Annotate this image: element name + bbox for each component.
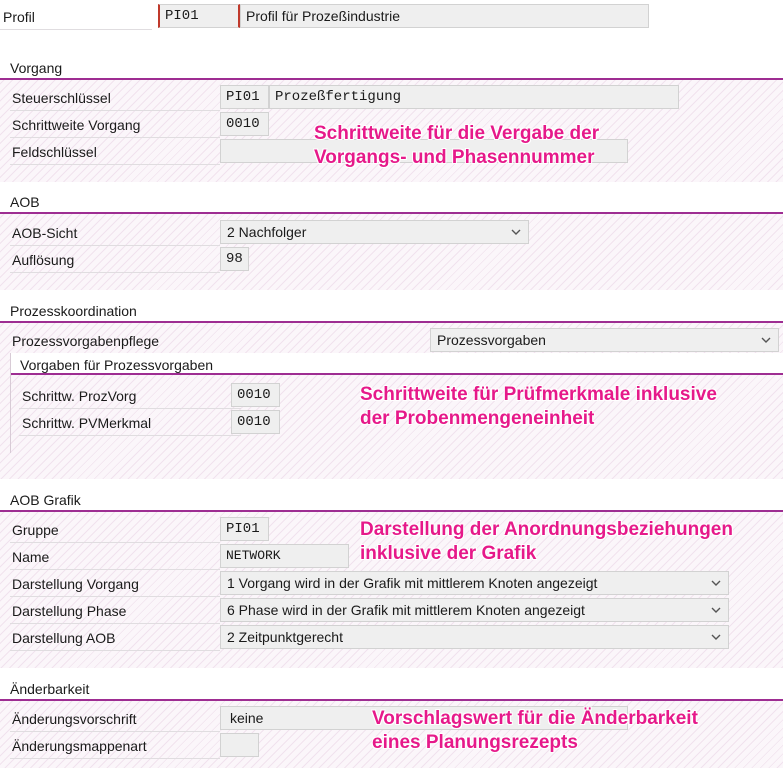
schrittw-prozvorg-label: Schrittw. ProzVorg — [22, 388, 137, 404]
steuerschluessel-description: Prozeßfertigung — [269, 85, 679, 109]
aenderungsmappenart-label: Änderungsmappenart — [12, 738, 147, 754]
schrittweite-vorgang-label: Schrittweite Vorgang — [12, 117, 141, 133]
darst-phase-row-line — [10, 623, 220, 624]
chevron-down-icon — [760, 334, 772, 346]
aenderungsmappenart-input[interactable] — [220, 733, 259, 757]
annotation-grafik-line1: Darstellung der Anordnungsbeziehungen — [360, 519, 733, 540]
profil-label: Profil — [3, 9, 35, 25]
darstellung-aob-value: 2 Zeitpunktgerecht — [227, 629, 343, 645]
chevron-down-icon — [510, 226, 522, 238]
group-grafik-title — [0, 490, 783, 512]
profil-row — [0, 0, 783, 34]
group-vorgang — [0, 58, 783, 182]
darstellung-vorgang-value: 1 Vorgang wird in der Grafik mit mittlerem Knoten angezeigt — [227, 575, 598, 591]
group-aenderbarkeit-title — [0, 679, 783, 701]
annotation-aenderbarkeit-line2: eines Planungsrezepts — [372, 732, 578, 753]
group-aob — [0, 192, 783, 290]
aob-sicht-value: 2 Nachfolger — [227, 224, 307, 240]
aenderungsvorschrift-input[interactable]: keine — [220, 706, 628, 730]
prozessvorgabenpflege-label: Prozessvorgabenpflege — [12, 333, 160, 349]
aob-sicht-dropdown[interactable] — [220, 220, 529, 244]
aenderungsvorschrift-label: Änderungsvorschrift — [12, 711, 137, 727]
group-aob-grafik — [0, 490, 783, 668]
group-prozess-title — [0, 301, 783, 323]
darstellung-phase-value: 6 Phase wird in der Grafik mit mittlerem Knoten angezeigt — [227, 602, 585, 618]
profil-description: Profil für Prozeßindustrie — [240, 4, 649, 28]
subgroup-vorgaben-title — [11, 353, 783, 375]
darst-aob-row-line — [10, 650, 220, 651]
darstellung-phase-label: Darstellung Phase — [12, 603, 127, 619]
gruppe-row-line — [10, 542, 220, 543]
schrittweite-vorgang-input[interactable]: 0010 — [220, 112, 269, 136]
subgroup-vorgaben-title-text: Vorgaben für Prozessvorgaben — [20, 357, 214, 373]
chevron-down-icon — [710, 604, 722, 616]
prozessvorgabenpflege-value: Prozessvorgaben — [437, 332, 546, 348]
steuerschluessel-label: Steuerschlüssel — [12, 90, 111, 106]
darstellung-vorgang-label: Darstellung Vorgang — [12, 576, 139, 592]
feldschluessel-label: Feldschlüssel — [12, 144, 97, 160]
darstellung-aob-label: Darstellung AOB — [12, 630, 116, 646]
darstellung-vorgang-dropdown[interactable] — [220, 571, 729, 595]
aufloesung-input[interactable]: 98 — [220, 247, 249, 271]
darst-vorgang-row-line — [10, 596, 220, 597]
annotation-vorgang-line2: Vorgangs- und Phasennummer — [314, 147, 595, 168]
vorgang-title-text: Vorgang — [10, 60, 63, 76]
prozvorg-row-line — [19, 408, 241, 409]
darstellung-phase-dropdown[interactable] — [220, 598, 729, 622]
steuerschluessel-input[interactable]: PI01 — [220, 85, 269, 109]
gruppe-input[interactable]: PI01 — [220, 517, 269, 541]
aob-sicht-label: AOB-Sicht — [12, 225, 78, 241]
aob-sicht-row-line — [10, 245, 220, 246]
vorschrift-row-line — [10, 731, 220, 732]
steuer-row-line — [10, 110, 220, 111]
schrittw-pvmerkmal-label: Schrittw. PVMerkmal — [22, 415, 152, 431]
feldschluessel-row-line — [10, 164, 220, 165]
annotation-prozess-line1: Schrittweite für Prüfmerkmale inklusive — [360, 384, 717, 405]
darstellung-aob-dropdown[interactable] — [220, 625, 729, 649]
gruppe-label: Gruppe — [12, 522, 59, 538]
name-label: Name — [12, 549, 50, 565]
profil-row-line — [0, 29, 152, 30]
group-vorgang-title — [0, 58, 783, 80]
group-aenderbarkeit — [0, 679, 783, 768]
pvmerkmal-row-line — [19, 435, 241, 436]
aufloesung-row-line — [10, 272, 220, 273]
annotation-aenderbarkeit-line1: Vorschlagswert für die Änderbarkeit — [372, 708, 698, 729]
prozessvorgabenpflege-dropdown[interactable] — [430, 328, 779, 352]
schrittw-pvmerkmal-input[interactable]: 0010 — [231, 410, 280, 434]
grafik-title-text: AOB Grafik — [10, 492, 81, 508]
prozess-title-text: Prozesskoordination — [10, 303, 137, 319]
name-input[interactable]: NETWORK — [220, 544, 349, 568]
aenderbarkeit-title-text: Änderbarkeit — [10, 681, 90, 697]
chevron-down-icon — [710, 577, 722, 589]
mappe-row-line — [10, 758, 220, 759]
aufloesung-label: Auflösung — [12, 252, 75, 268]
name-row-line — [10, 569, 220, 570]
chevron-down-icon — [710, 631, 722, 643]
annotation-prozess-line2: der Probenmengeneinheit — [360, 408, 595, 429]
group-prozesskoordination — [0, 301, 783, 479]
annotation-grafik-line2: inklusive der Grafik — [360, 543, 537, 564]
group-aob-title — [0, 192, 783, 214]
annotation-vorgang-line1: Schrittweite für die Vergabe der — [314, 123, 600, 144]
schrittweite-row-line — [10, 137, 220, 138]
schrittw-prozvorg-input[interactable]: 0010 — [231, 383, 280, 407]
profil-input[interactable]: PI01 — [158, 4, 240, 28]
aob-title-text: AOB — [10, 194, 40, 210]
